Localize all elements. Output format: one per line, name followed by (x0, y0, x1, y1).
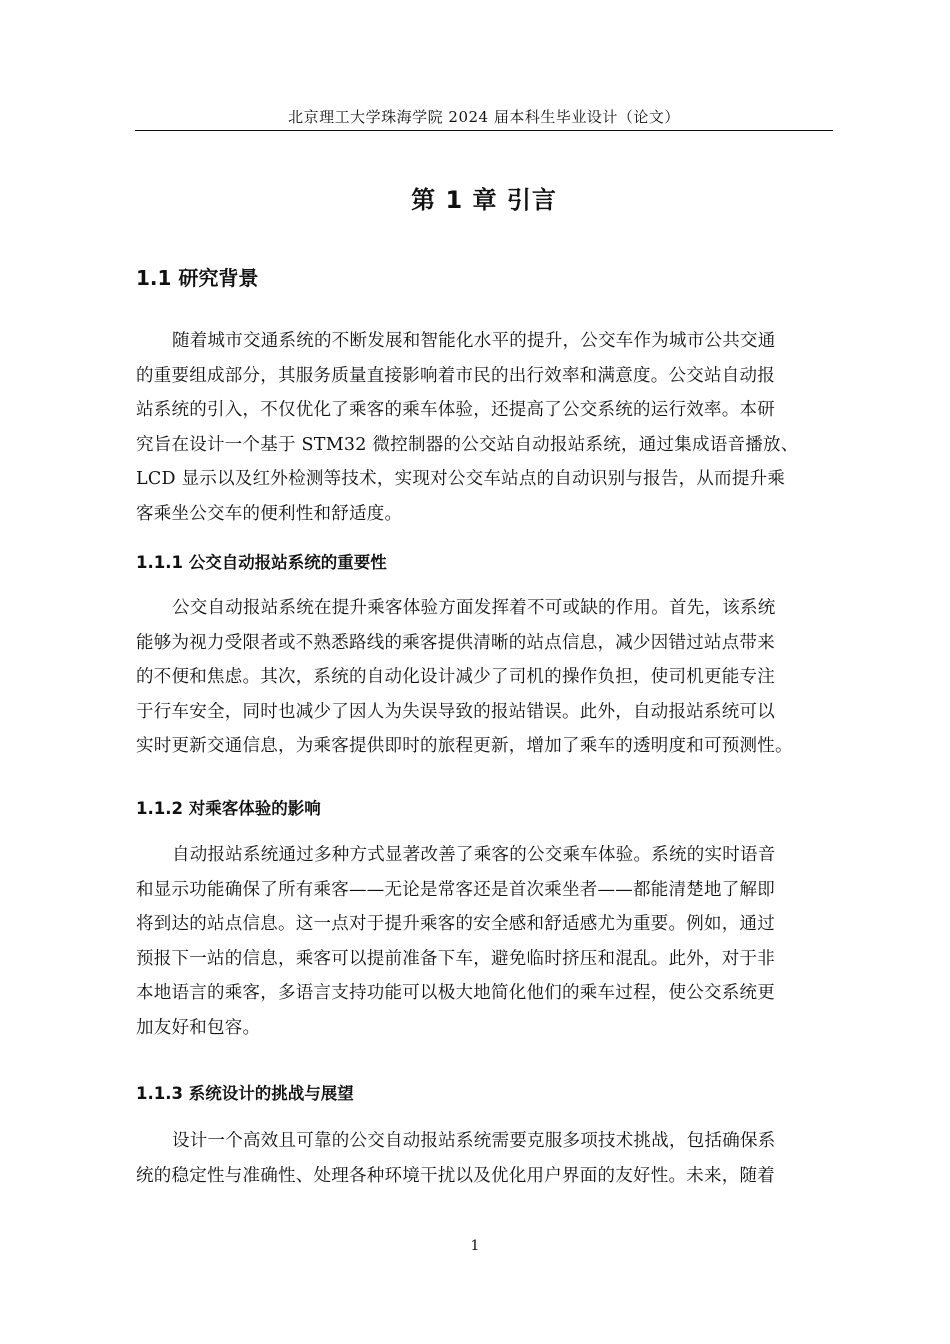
header-rule (135, 130, 833, 131)
paragraph-line: 随着城市交通系统的不断发展和智能化水平的提升，公交车作为城市公共交通 (172, 331, 776, 351)
page-number: 1 (470, 1238, 480, 1254)
paragraph-line: 自动报站系统通过多种方式显著改善了乘客的公交乘车体验。系统的实时语音 (172, 845, 776, 865)
subsection-heading-impact: 1.1.2 对乘客体验的影响 (136, 799, 321, 818)
paragraph-line: 的重要组成部分，其服务质量直接影响着市民的出行效率和满意度。公交站自动报 (136, 365, 775, 386)
paragraph-challenges (136, 1124, 833, 1193)
paragraph-line: 将到达的站点信息。这一点对于提升乘客的安全感和舒适感尤为重要。例如，通过 (136, 914, 775, 935)
paragraph-line: 本地语言的乘客，多语言支持功能可以极大地简化他们的乘车过程，使公交系统更 (136, 983, 775, 1004)
section-heading: 1.1 研究背景 (136, 266, 259, 290)
paragraph-line: 设计一个高效且可靠的公交自动报站系统需要克服多项技术挑战，包括确保系 (172, 1131, 776, 1151)
paragraph-impact (136, 838, 833, 1046)
paragraph-line: 能够为视力受限者或不熟悉路线的乘客提供清晰的站点信息，减少因错过站点带来 (136, 632, 775, 653)
paragraph-line: LCD 显示以及红外检测等技术，实现对公交车站点的自动识别与报告，从而提升乘 (136, 469, 786, 490)
paragraph-line: 的不便和焦虑。其次，系统的自动化设计减少了司机的操作负担，使司机更能专注 (136, 667, 775, 688)
paragraph-line: 统的稳定性与准确性、处理各种环境干扰以及优化用户界面的友好性。未来，随着 (136, 1165, 775, 1186)
paragraph-line: 公交自动报站系统在提升乘客体验方面发挥着不可或缺的作用。首先，该系统 (172, 598, 776, 618)
subsection-heading-challenges: 1.1.3 系统设计的挑战与展望 (136, 1084, 354, 1103)
running-header: 北京理工大学珠海学院 2024 届本科生毕业设计（论文） (288, 108, 680, 126)
chapter-title: 第 1 章 引言 (411, 186, 557, 214)
paragraph-line: 预报下一站的信息，乘客可以提前准备下车，避免临时挤压和混乱。此外，对于非 (136, 948, 775, 969)
subsection-heading-importance: 1.1.1 公交自动报站系统的重要性 (136, 553, 387, 572)
paragraph-line: 实时更新交通信息，为乘客提供即时的旅程更新，增加了乘车的透明度和可预测性。 (136, 736, 793, 757)
paragraph-line: 加友好和包容。 (136, 1017, 261, 1038)
paragraph-line: 究旨在设计一个基于 STM32 微控制器的公交站自动报站系统，通过集成语音播放、 (136, 434, 799, 455)
paragraph-line: 客乘坐公交车的便利性和舒适度。 (136, 503, 403, 524)
paragraph-line: 于行车安全，同时也减少了因人为失误导致的报站错误。此外，自动报站系统可以 (136, 701, 775, 722)
paragraph-line: 站系统的引入，不仅优化了乘客的乘车体验，还提高了公交系统的运行效率。本研 (136, 400, 775, 421)
paragraph-importance (136, 591, 833, 764)
paragraph-background (136, 324, 833, 532)
paragraph-line: 和显示功能确保了所有乘客——无论是常客还是首次乘坐者——都能清楚地了解即 (136, 879, 775, 900)
